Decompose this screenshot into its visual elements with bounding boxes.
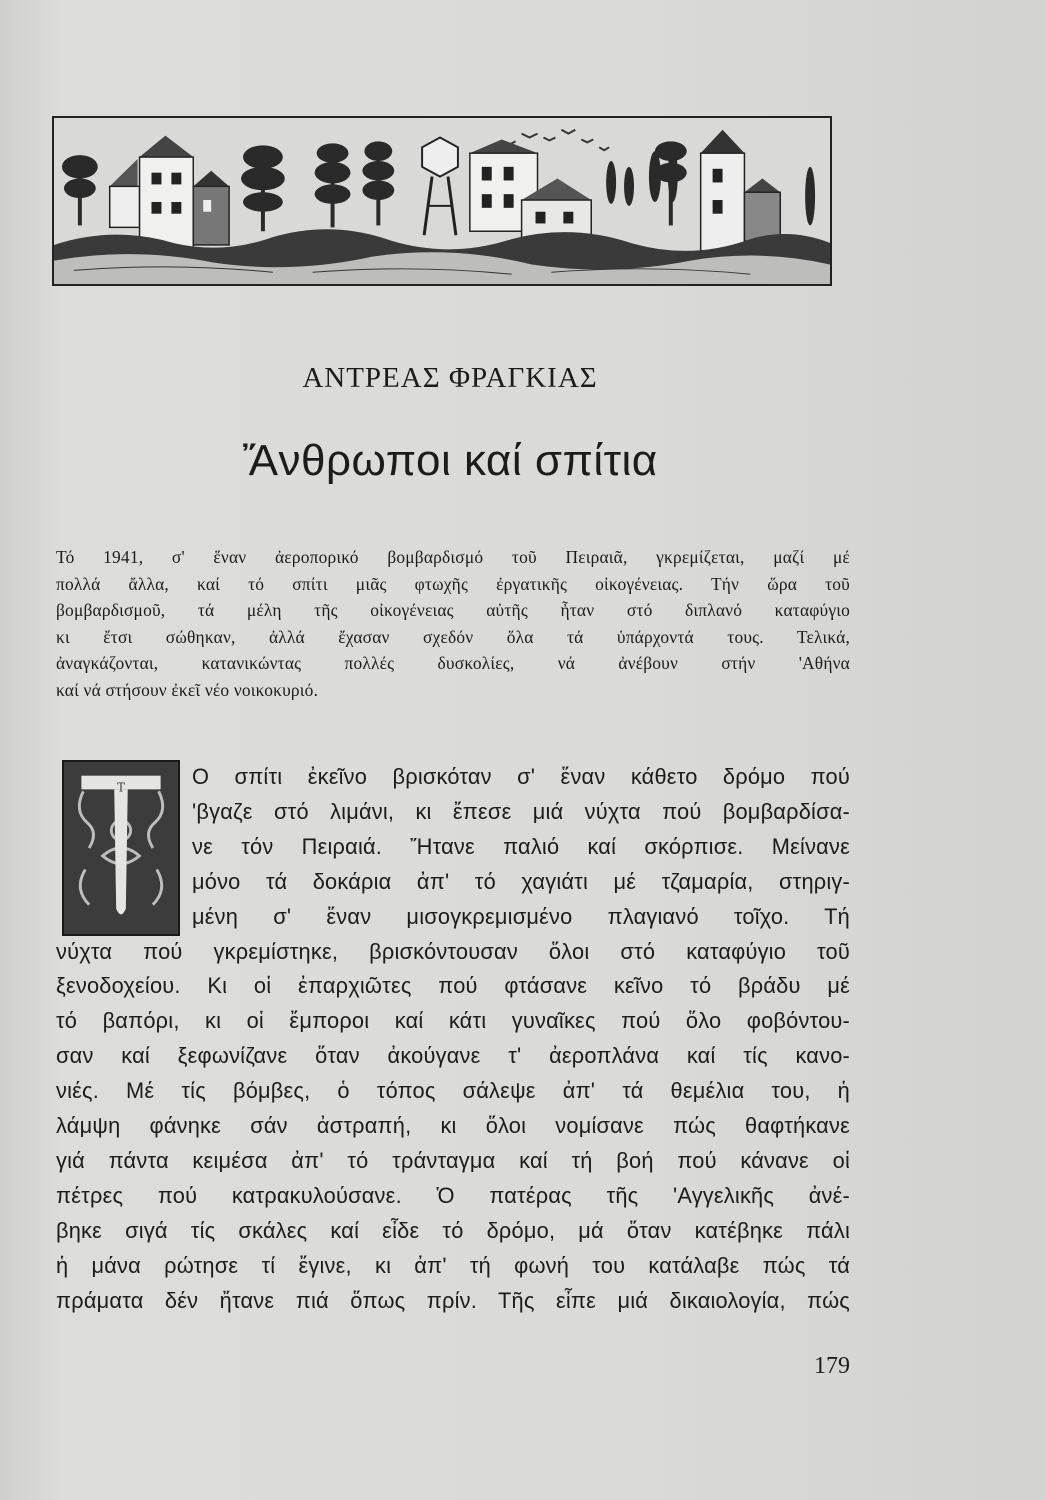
author-name: ΑΝΤΡΕΑΣ ΦΡΑΓΚΙΑΣ <box>302 362 598 394</box>
village-woodcut-illustration <box>52 116 832 286</box>
body-line: τό βαπόρι, κι οἱ ἔμποροι καί κάτι γυναῖκες πού ὅλο φοβόντου- <box>56 1008 850 1034</box>
body-line: σαν καί ξεφωνίζανε ὅταν ἀκούγανε τ' ἀεροπλάνα καί τίς κανο- <box>56 1043 850 1069</box>
body-line: γιά πάντα κειμέσα ἀπ' τό τράνταγμα καί τή βοή πού κάνανε οἱ <box>56 1147 850 1173</box>
body-line: λάμψη φάνηκε σάν ἀστραπή, κι ὅλοι νομίσανε πώς θαφτήκανε <box>56 1113 850 1139</box>
body-line: νύχτα πού γκρεμίστηκε, βρισκόντουσαν ὅλοι στό καταφύγιο τοῦ <box>56 938 850 964</box>
body-line: νε τόν Πειραιά. Ἤτανε παλιό καί σκόρπισε. Μείνανε <box>192 833 850 859</box>
abstract-line: καί νά στήσουν ἐκεῖ νέο νοικοκυριό. <box>56 679 319 700</box>
story-title: Ἄνθρωποι καί σπίτια <box>242 436 658 485</box>
abstract-line: πολλά ἄλλα, καί τό σπίτι μιᾶς φτωχῆς ἐργατικῆς οἰκογένειας. Τήν ὥρα τοῦ <box>56 573 850 594</box>
abstract-line: Τό 1941, σ' ἕναν ἀεροπορικό βομβαρδισμό τοῦ Πειραιᾶ, γκρεμίζεται, μαζί μέ <box>56 547 850 567</box>
story-text <box>56 760 850 1319</box>
body-line: βηκε σιγά τίς σκάλες καί εἶδε τό δρόμο, μά ὅταν κατέβηκε πάλι <box>56 1217 850 1243</box>
body-line: μένη σ' ἕναν μισογκρεμισμένο πλαγιανό τοῖχο. Τή <box>192 903 850 929</box>
abstract-line: βομβαρδισμοῦ, τά μέλη τῆς οἰκογένειας αὐτῆς ἦταν στό διπλανό καταφύγιο <box>56 600 850 621</box>
body-line: ἡ μάνα ρώτησε τί ἔγινε, κι ἀπ' τή φωνή του κατάλαβε πώς τά <box>56 1252 850 1278</box>
body-line: Ο σπίτι ἐκεῖνο βρισκόταν σ' ἕναν κάθετο δρόμο πού <box>192 764 850 789</box>
body-line: 'βγαζε στό λιμάνι, κι ἔπεσε μιά νύχτα πού βομβαρδίσα- <box>192 798 850 824</box>
abstract-line: ἀναγκάζονται, κατανικώντας πολλές δυσκολίες, νά ἀνέβουν στήν 'Αθήνα <box>56 653 850 674</box>
abstract-paragraph <box>56 544 850 704</box>
body-line: πέτρες πού κατρακυλούσανε. Ὁ πατέρας τῆς 'Αγγελικῆς ἀνέ- <box>56 1182 850 1208</box>
abstract-line: κι ἔτσι σώθηκαν, ἀλλά ἔχασαν σχεδόν ὅλα τά ὑπάρχοντά τους. Τελικά, <box>56 626 850 647</box>
body-line: ξενοδοχείου. Κι οἱ ἐπαρχιῶτες πού φτάσανε κεῖνο τό βράδυ μέ <box>56 973 850 999</box>
body-line: μόνο τά δοκάρια ἀπ' τό χαγιάτι μέ τζαμαρία, στηριγ- <box>192 868 850 894</box>
body-line: νιές. Μέ τίς βόμβες, ὁ τόπος σάλεψε ἀπ' τά θεμέλια του, ἡ <box>56 1078 850 1104</box>
dropcap-letter: Τ <box>117 780 125 795</box>
banner-art <box>54 118 830 284</box>
page-number: 179 <box>814 1353 850 1379</box>
body-line: πράματα δέν ἤτανε πιά ὅπως πρίν. Τῆς εἶπε μιά δικαιολογία, πώς <box>56 1287 850 1313</box>
